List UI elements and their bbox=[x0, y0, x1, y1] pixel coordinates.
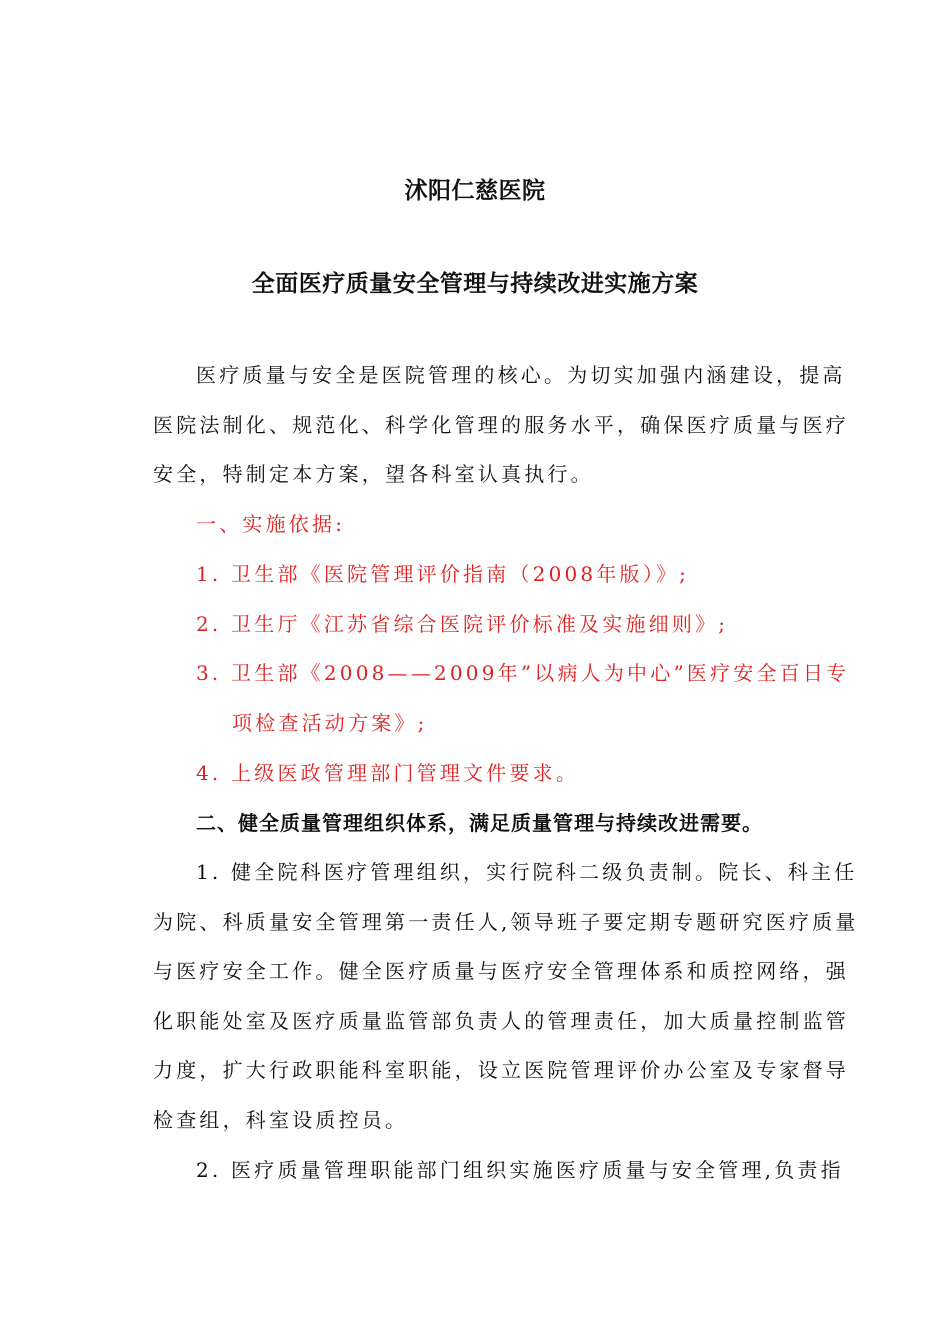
basis-item-4: 4. 上级医政管理部门管理文件要求。 bbox=[196, 761, 580, 785]
org-para-1-line-3: 与医疗安全工作。健全医疗质量与医疗安全管理体系和质控网络，强 bbox=[153, 959, 849, 983]
org-para-2-line-1: 2. 医疗质量管理职能部门组织实施医疗质量与安全管理,负责指 bbox=[196, 1158, 844, 1182]
org-para-1-line-1: 1. 健全院科医疗管理组织，实行院科二级负责制。院长、科主任 bbox=[196, 860, 858, 884]
basis-item-1: 1. 卫生部《医院管理评价指南（2008年版）》; bbox=[196, 562, 690, 586]
basis-item-3: 3. 卫生部《2008——2009年”以病人为中心”医疗安全百日专 bbox=[196, 661, 850, 685]
intro-line-1: 医疗质量与安全是医院管理的核心。为切实加强内涵建设，提高 bbox=[196, 363, 846, 387]
org-para-1-line-6: 检查组，科室设质控员。 bbox=[153, 1108, 409, 1132]
org-para-1-line-5: 力度，扩大行政职能科室职能，设立医院管理评价办公室及专家督导 bbox=[153, 1058, 849, 1082]
basis-item-2: 2. 卫生厅《江苏省综合医院评价标准及实施细则》; bbox=[196, 612, 729, 636]
org-para-1-line-2: 为院、科质量安全管理第一责任人,领导班子要定期专题研究医疗质量 bbox=[153, 910, 859, 934]
hospital-name-title: 沭阳仁慈医院 bbox=[404, 178, 546, 204]
org-para-1-line-4: 化职能处室及医疗质量监管部负责人的管理责任，加大质量控制监管 bbox=[153, 1009, 849, 1033]
basis-item-3-cont: 项检查活动方案》; bbox=[232, 711, 428, 735]
section-heading-basis: 一、实施依据: bbox=[196, 512, 346, 536]
plan-title: 全面医疗质量安全管理与持续改进实施方案 bbox=[251, 271, 699, 297]
intro-line-2: 医院法制化、规范化、科学化管理的服务水平，确保医疗质量与医疗 bbox=[153, 413, 849, 437]
section-heading-organization: 二、健全质量管理组织体系，满足质量管理与持续改进需要。 bbox=[196, 811, 763, 835]
intro-line-3: 安全，特制定本方案，望各科室认真执行。 bbox=[153, 462, 594, 486]
